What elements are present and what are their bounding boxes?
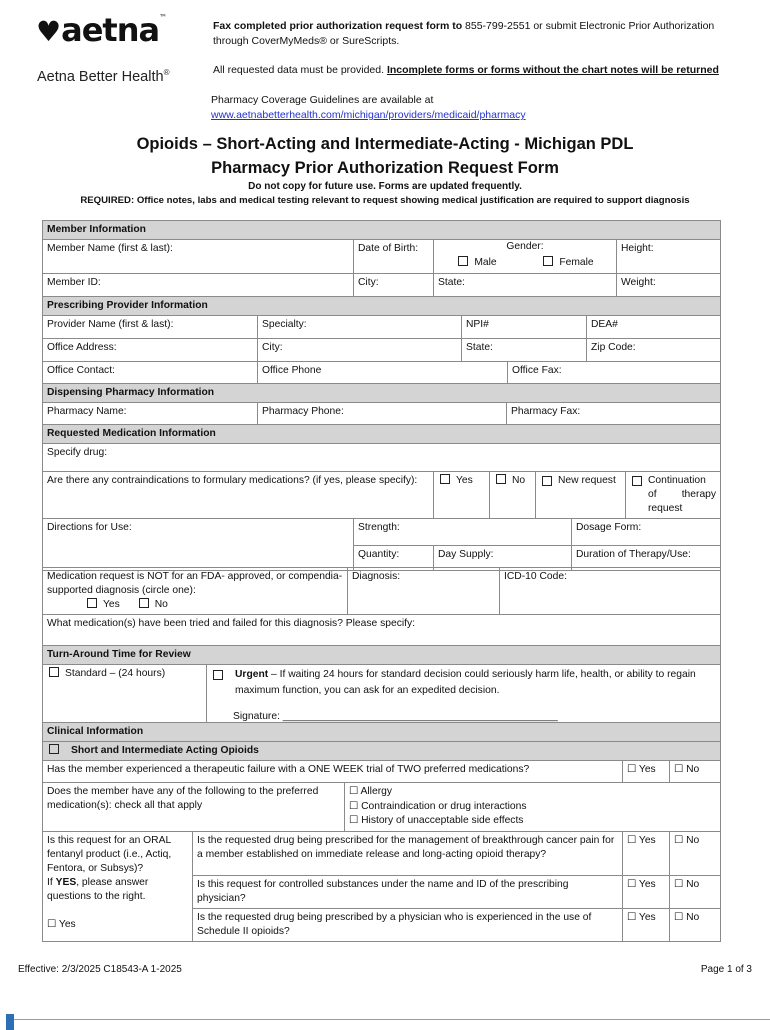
provider-table	[42, 296, 721, 385]
required-docs-note: REQUIRED: Office notes, labs and medical testing relevant to request showing medical justification are required to support diagnosis	[80, 195, 690, 206]
standard-option[interactable]	[43, 665, 207, 728]
urgent-option[interactable]	[207, 665, 721, 728]
pharmacy-phone-field[interactable]: Pharmacy Phone:	[258, 403, 507, 427]
copy-note: Do not copy for future use. Forms are updated frequently.	[248, 181, 522, 192]
sq1-yes-label: Yes	[638, 834, 656, 846]
pharmacy-name-field[interactable]: Pharmacy Name:	[43, 403, 258, 427]
therapeutic-failure-question: Has the member experienced a therapeutic failure with a ONE WEEK trial of TWO preferred medications?	[43, 761, 623, 783]
contra-no-label: No	[512, 475, 526, 486]
logo-tm: ™	[159, 13, 167, 22]
standard-label: Standard – (24 hours)	[65, 668, 166, 679]
oral-yes-option[interactable]: ☐ Yes	[47, 918, 76, 930]
continuation-checkbox[interactable]	[632, 476, 642, 486]
contraindication-question: Are there any contraindications to formulary medications? (if yes, please specify):	[43, 472, 434, 519]
controlled-substances-question: Is this request for controlled substances under the name and ID of the prescribing physician?	[193, 875, 623, 908]
provider-name-field[interactable]: Provider Name (first & last):	[43, 316, 258, 339]
tried-failed-field[interactable]: What medication(s) have been tried and failed for this diagnosis? Please specify:	[43, 615, 721, 647]
provider-section-header: Prescribing Provider Information	[43, 297, 721, 316]
member-id-field[interactable]: Member ID:	[43, 274, 354, 302]
sq3-no-label: No	[686, 911, 700, 923]
member-provider-table	[42, 220, 721, 302]
fax-bold: Fax completed prior authorization request form to	[213, 20, 463, 32]
female-label: Female	[559, 257, 594, 268]
opioids-subsection-header	[43, 742, 721, 761]
fda-yes-checkbox[interactable]	[87, 598, 97, 608]
sq3-yes-label: Yes	[638, 911, 656, 923]
gender-label: Gender:	[506, 241, 544, 252]
member-city-field[interactable]: City:	[354, 274, 434, 302]
male-checkbox[interactable]	[458, 256, 468, 266]
diagnosis-table	[42, 567, 721, 647]
schedule-ii-question: Is the requested drug being prescribed by a physician who is experienced in the use of Schedule II opioids?	[193, 908, 623, 941]
office-fax-field[interactable]: Office Fax:	[508, 362, 721, 385]
sq1-no-option[interactable]: ☐ No	[670, 831, 721, 875]
pharmacy-table	[42, 383, 721, 427]
fax-line2: through CoverMyMeds® or SureScripts.	[213, 35, 400, 47]
dob-field[interactable]: Date of Birth:	[354, 240, 434, 274]
sq1-no-label: No	[686, 834, 700, 846]
sq2-no-label: No	[686, 878, 700, 890]
logo-reg: ®	[163, 68, 170, 77]
weight-field[interactable]: Weight:	[617, 274, 721, 302]
q1-yes-option[interactable]: ☐ Yes	[623, 761, 670, 783]
allergy-label: Allergy	[360, 786, 393, 797]
turnaround-section-header: Turn-Around Time for Review	[43, 646, 721, 665]
member-state-field[interactable]: State:	[434, 274, 617, 302]
clinical-section-header: Clinical Information	[43, 723, 721, 742]
office-contact-field[interactable]: Office Contact:	[43, 362, 258, 385]
opioids-checkbox[interactable]	[49, 744, 59, 754]
page-number: Page 1 of 3	[700, 964, 752, 975]
contra-yes-label: Yes	[456, 475, 473, 486]
required-data-note	[213, 63, 719, 78]
contra-yes-checkbox[interactable]	[440, 474, 450, 484]
specialty-field[interactable]: Specialty:	[258, 316, 462, 339]
q1-no-label: No	[686, 764, 700, 775]
oral-if-post: , please answer questions to the right.	[47, 876, 149, 902]
continuation-label: Continuation of therapy request	[648, 475, 717, 514]
contra-no-checkbox[interactable]	[496, 474, 506, 484]
heart-icon: ♥	[36, 15, 61, 48]
urgent-checkbox[interactable]	[213, 670, 223, 680]
oral-if-bold: YES	[55, 876, 77, 888]
pharmacy-section-header: Dispensing Pharmacy Information	[43, 384, 721, 403]
fax-rest: 855-799-2551 or submit Electronic Prior Authorization	[462, 20, 715, 32]
medication-section-header: Requested Medication Information	[43, 425, 721, 444]
allergy-option[interactable]: ☐ Allergy	[349, 786, 393, 797]
fax-instructions	[213, 19, 714, 49]
guidelines-link[interactable]: www.aetnabetterhealth.com/michigan/providers/medicaid/pharmacy	[211, 109, 526, 121]
q1-no-option[interactable]: ☐ No	[670, 761, 721, 783]
height-field[interactable]: Height:	[617, 240, 721, 274]
zip-field[interactable]: Zip Code:	[587, 339, 721, 362]
dosage-form-field[interactable]: Dosage Form:	[572, 519, 721, 546]
not-fda-question	[43, 568, 348, 615]
diagnosis-field[interactable]: Diagnosis:	[348, 568, 500, 615]
pharmacy-fax-field[interactable]: Pharmacy Fax:	[507, 403, 721, 427]
breakthrough-pain-question: Is the requested drug being prescribed for the management of breakthrough cancer pain for a member established on immediate release and long-acting opioid therapy?	[193, 831, 623, 875]
sq2-no-option[interactable]: ☐ No	[670, 875, 721, 908]
contraindication-label: Contraindication or drug interactions	[361, 800, 527, 812]
male-label: Male	[474, 257, 497, 268]
new-request-option[interactable]	[536, 472, 626, 519]
not-fda-text: Medication request is NOT for an FDA- approved, or compendia-supported diagnosis (circle one):	[47, 571, 343, 596]
sq3-yes-option[interactable]: ☐ Yes	[623, 908, 670, 941]
required-underlined: Incomplete forms or forms without the chart notes will be returned	[386, 64, 719, 76]
icd10-field[interactable]: ICD-10 Code:	[500, 568, 721, 615]
clinical-table	[42, 722, 721, 942]
fda-no-label: No	[154, 599, 168, 610]
member-name-field[interactable]: Member Name (first & last):	[43, 240, 354, 274]
oral-fentanyl-instruction	[47, 876, 188, 904]
bottom-rule	[14, 1019, 770, 1020]
new-request-checkbox[interactable]	[542, 476, 552, 486]
day-supply-field[interactable]: Day Supply:	[434, 546, 572, 571]
fda-yes-option[interactable]	[85, 599, 120, 610]
opioids-subsection-label: Short and Intermediate Acting Opioids	[71, 745, 259, 756]
contraindication-option[interactable]: ☐ Contraindication or drug interactions	[349, 800, 527, 812]
office-phone-field[interactable]: Office Phone	[258, 362, 508, 385]
member-section-header: Member Information	[43, 221, 721, 240]
contra-no-option[interactable]	[490, 472, 536, 519]
npi-field[interactable]: NPI#	[462, 316, 587, 339]
sq2-yes-label: Yes	[638, 878, 656, 890]
new-request-label: New request	[558, 475, 616, 486]
fda-no-option[interactable]	[137, 599, 168, 610]
medication-table	[42, 424, 721, 571]
dea-field[interactable]: DEA#	[587, 316, 721, 339]
intolerance-options	[345, 783, 721, 832]
effective-date: Effective: 2/3/2025 C18543-A 1-2025	[18, 964, 182, 975]
guidelines-note	[211, 93, 526, 123]
female-checkbox[interactable]	[543, 256, 553, 266]
sq3-no-option[interactable]: ☐ No	[670, 908, 721, 941]
signature-line[interactable]: Signature: ________________________________________________	[233, 711, 558, 722]
specify-drug-field[interactable]: Specify drug:	[43, 444, 721, 472]
provider-state-field[interactable]: State:	[462, 339, 587, 362]
logo-subtitle	[37, 68, 169, 85]
bottom-marker	[6, 1014, 14, 1030]
turnaround-table	[42, 645, 721, 728]
sq2-yes-option[interactable]: ☐ Yes	[623, 875, 670, 908]
form-subtitle: Pharmacy Prior Authorization Request Form	[211, 159, 559, 177]
bottom-scroll-edge	[0, 1006, 770, 1024]
oral-yes-label: Yes	[58, 918, 76, 930]
urgent-text: – If waiting 24 hours for standard decision could seriously harm life, health, or ability to regain maximum function, you can ask for an expedited decision.	[235, 669, 696, 696]
continuation-option[interactable]	[626, 472, 721, 519]
quantity-field[interactable]: Quantity:	[354, 546, 434, 571]
duration-field[interactable]: Duration of Therapy/Use:	[572, 546, 721, 571]
strength-field[interactable]: Strength:	[354, 519, 572, 546]
q1-yes-label: Yes	[638, 764, 656, 775]
standard-checkbox[interactable]	[49, 667, 59, 677]
male-option[interactable]	[456, 256, 496, 270]
guidelines-text: Pharmacy Coverage Guidelines are available at	[211, 94, 434, 106]
required-text: All requested data must be provided.	[213, 64, 387, 76]
gender-field[interactable]	[434, 240, 617, 274]
oral-fentanyl-question	[43, 831, 193, 941]
sq1-yes-option[interactable]: ☐ Yes	[623, 831, 670, 875]
provider-city-field[interactable]: City:	[258, 339, 462, 362]
office-address-field[interactable]: Office Address:	[43, 339, 258, 362]
logo-word: aetna	[61, 11, 160, 49]
intolerance-question: Does the member have any of the following to the preferred medication(s): check all that apply	[43, 783, 345, 832]
side-effects-label: History of unacceptable side effects	[361, 815, 524, 826]
logo-subtitle-text: Aetna Better Health	[37, 68, 164, 85]
directions-field[interactable]: Directions for Use:	[43, 519, 354, 571]
contra-yes-option[interactable]	[434, 472, 490, 519]
female-option[interactable]	[541, 256, 593, 270]
fda-no-checkbox[interactable]	[139, 598, 149, 608]
aetna-logo	[36, 11, 167, 49]
fda-yes-label: Yes	[103, 599, 120, 610]
oral-if-pre: If	[47, 876, 56, 888]
oral-fentanyl-text: Is this request for an ORAL fentanyl product (i.e., Actiq, Fentora, or Subsys)?	[47, 834, 172, 874]
form-title: Opioids – Short-Acting and Intermediate-Acting - Michigan PDL	[136, 135, 634, 153]
side-effects-option[interactable]: ☐ History of unacceptable side effects	[349, 815, 524, 826]
urgent-bold: Urgent	[235, 669, 269, 680]
